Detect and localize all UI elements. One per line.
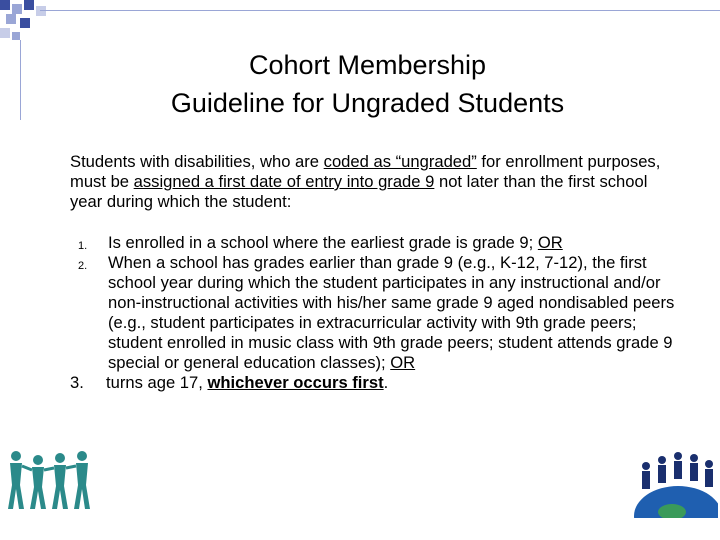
intro-text-1: Students with disabilities, who are [70,152,324,171]
list-item [78,253,678,373]
item-bold: whichever occurs first [207,373,384,392]
item-text: turns age 17, [106,373,208,392]
title-line-1: Cohort Membership [248,50,487,80]
item-text: Is enrolled in a school where the earliest grade is grade 9; [108,233,538,252]
top-rule [40,10,720,11]
list-item [78,233,678,253]
item-or: OR [390,353,416,372]
globe-people-logo [632,446,718,518]
people-chain-logo [6,446,102,514]
page-title [0,46,720,122]
item-text: When a school has grades earlier than grade 9 (e.g., K-12, 7-12), the first school year during which the student participates in any instructional and/or non-instructional activities with his/her same grade 9 aged nondisabled peers (e.g., student participates in extracurricular activity with 9th grade peers; student enrolled in music class with 9th grade peers; student attends grade 9 special or general education classes); [108,253,675,372]
list-item [70,373,678,393]
intro-text-2: for enrollment purposes, must be [70,152,661,191]
intro-paragraph [70,152,670,212]
intro-underline-1: coded as “ungraded” [323,152,477,171]
criteria-list [70,233,678,393]
title-line-2: Guideline for Ungraded Students [170,88,565,118]
item-end: . [383,373,389,392]
intro-text-3: not later than the first school year during which the student: [70,172,648,211]
corner-decoration [0,0,60,50]
intro-underline-2: assigned a first date of entry into grade 9 [133,172,435,191]
item-or: OR [537,233,563,252]
item-number: 1. [78,240,88,252]
item-number: 2. [78,260,88,272]
item-number: 3. [70,373,84,392]
